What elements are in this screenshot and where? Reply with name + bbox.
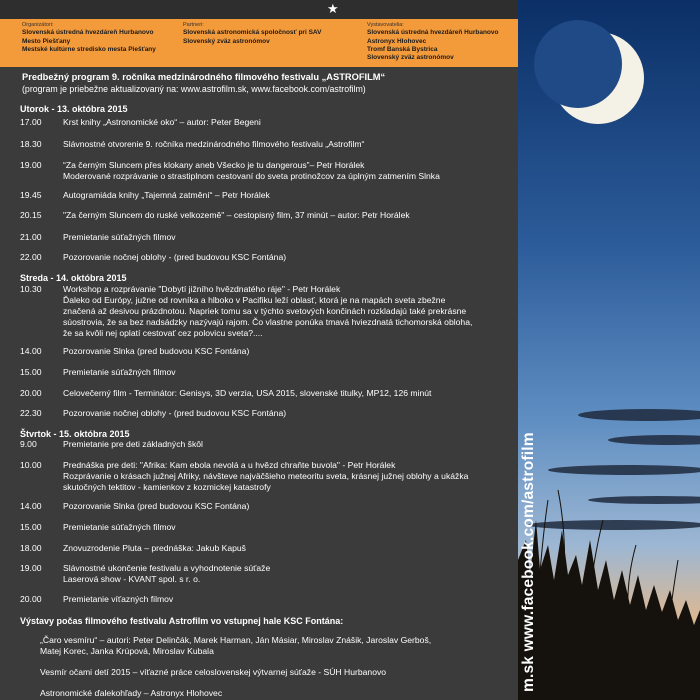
event-time: 14.00 [20,346,42,356]
event-text: Moderované rozprávanie o strastiplnom cestovaní do sveta protinožcov za úplným zatmením Slnka [63,171,440,182]
event-time: 20.15 [20,210,42,220]
partner-line: Slovenská astronomická spoločnosť pri SAV [183,29,322,37]
vertical-url: m.sk www.facebook.com/astrofilm [520,432,537,692]
event-text: “Za černým Sluncem přes klokany aneb Všecko je tu dangerous”– Petr Horálek [63,160,365,170]
exhibitor-line: Slovenský zväz astronómov [367,54,454,62]
day-heading: Štvrtok - 15. októbra 2015 [20,429,130,439]
exhibitor-line: Slovenská ústredná hvezdáreň Hurbanovo [367,29,499,37]
event-time: 9.00 [20,439,37,449]
event-text: Pozorovanie Slnka (pred budovou KSC Fontána) [63,501,250,511]
event-text: značená až desivou prázdnotou. Napriek tomu sa v týchto svetových končinách rozkladajú také prekrásne [63,306,467,317]
exhibitors-block [367,21,498,62]
event-time: 22.00 [20,252,42,262]
organizer-line: Slovenská ústredná hvezdáreň Hurbanovo [22,29,154,37]
organizers-block [22,21,156,54]
event-text: Ďaleko od Európy, južne od rovníka a hlboko v Pacifiku leží oblasť, ktorá je na mapách sveta zbežne [63,295,446,306]
event-text: "Za černým Sluncem do ruské velkozemě" – cestopisný film, 37 minút – autor: Petr Horálek [63,210,410,220]
event-time: 22.30 [20,408,42,418]
exhibitions-heading: Výstavy počas filmového festivalu Astrofilm vo vstupnej hale KSC Fontána: [20,616,344,626]
exhibition-item [40,635,500,657]
organizer-line: Mestské kultúrne stredisko mesta Piešťany [22,45,156,53]
event-text: Premietanie súťažných filmov [63,232,176,242]
event-time: 15.00 [20,367,42,377]
event-time: 14.00 [20,501,42,511]
event-time: 18.30 [20,139,42,149]
event-text: Celovečerný film - Terminátor: Genisys, 3D verzia, USA 2015, slovenské titulky, MP12, 126 minút [63,388,432,398]
event-text: Krst knihy „Astronomické oko“ – autor: Peter Begeni [63,117,261,127]
event-time: 17.00 [20,117,42,127]
event-time: 19.45 [20,190,42,200]
event-text: že sa kvôli nej oplatí cestovať cez polovicu sveta?.... [63,328,263,339]
event-time: 18.00 [20,543,42,553]
exhibition-text: Astronomické ďalekohľady – Astronyx Hlohovec [40,688,223,698]
program-subtitle: (program je priebežne aktualizovaný na: www.astrofilm.sk, www.facebook.com/astrofilm) [22,84,366,94]
partner-line: Slovenský zväz astronómov [183,37,270,45]
event-text: Prednáška pre deti: "Afrika: Kam ebola nevolá a u hvězd chraňte buvola" - Petr Horálek [63,460,396,470]
exhibitor-line: Tromf Banská Bystrica [367,45,438,53]
exhibition-text: Vesmír očami detí 2015 – víťazné práce celoslovenskej výtvarnej súťaže - SÚH Hurbanovo [40,667,387,677]
event-text: Laserová show - KVANT spol. s r. o. [63,574,201,585]
exhibitor-line: Astronyx Hlohovec [367,37,427,45]
event-text: Slávnostné ukončenie festivalu a vyhodnotenie súťaže [63,563,271,573]
event-time: 20.00 [20,594,42,604]
event-text: súostrovia, že sa bez nadsádzky nazývajú rajom. Čo vlastne ponúka tmavá hviezdnatá tichomorská obloha, [63,317,473,328]
event-text: Premietanie víťazných filmov [63,594,174,604]
exhibition-item [40,688,500,699]
partners-heading: Partneri: [183,22,204,28]
event-time: 10.30 [20,284,42,294]
exhibition-text: „Čaro vesmíru“ – autori: Peter Delinčák, Marek Harman, Ján Másiar, Miroslav Znášik, Jaroslav Gerboš, [40,635,432,645]
star-icon: ★ [327,1,339,16]
event-text: Premietanie súťažných filmov [63,522,176,532]
top-strip [0,0,518,19]
event-time: 20.00 [20,388,42,398]
event-text: Pozorovanie nočnej oblohy - (pred budovou KSC Fontána) [63,252,287,262]
event-text: Workshop a rozprávanie "Dobytí jižního hvězdnatého ráje" - Petr Horálek [63,284,341,294]
moon-sky-photo [518,0,700,700]
exhibition-item [40,667,500,678]
day-heading: Streda - 14. októbra 2015 [20,273,127,283]
event-text: Slávnostné otvorenie 9. ročníka medzinárodného filmového festivalu „Astrofilm“ [63,139,365,149]
exhibitors-heading: Vystavovatelia: [367,22,404,28]
event-time: 19.00 [20,563,42,573]
organizer-line: Mesto Piešťany [22,37,71,45]
event-time: 15.00 [20,522,42,532]
event-text: Znovuzrodenie Pluta – prednáška: Jakub Kapuš [63,543,246,553]
sponsors-band [0,19,518,67]
partners-block [183,21,321,46]
event-text: Pozorovanie nočnej oblohy - (pred budovou KSC Fontána) [63,408,287,418]
event-text: Autogramiáda knihy „Tajemná zatmění“ – Petr Horálek [63,190,270,200]
event-time: 10.00 [20,460,42,470]
event-time: 21.00 [20,232,42,242]
event-time: 19.00 [20,160,42,170]
event-text: Rozprávanie o krásach južnej Afriky, návšteve najväčšieho meteoritu sveta, krásnej južnej oblohy a ukážka [63,471,469,482]
exhibition-text: Matej Korec, Janka Krúpová, Miroslav Kubala [40,646,214,657]
day-heading: Utorok - 13. októbra 2015 [20,104,128,114]
program-title: Predbežný program 9. ročníka medzinárodného filmového festivalu „ASTROFILM“ [22,72,386,82]
photo-graphic [518,0,700,700]
organizers-heading: Organizátori: [22,22,54,28]
event-text: Pozorovanie Slnka (pred budovou KSC Fontána) [63,346,250,356]
event-text: skutočných tektitov - kamienkov z kozmickej katastrofy [63,482,271,493]
event-text: Premietanie súťažných filmov [63,367,176,377]
event-text: Premietanie pre deti základných škôl [63,439,203,449]
